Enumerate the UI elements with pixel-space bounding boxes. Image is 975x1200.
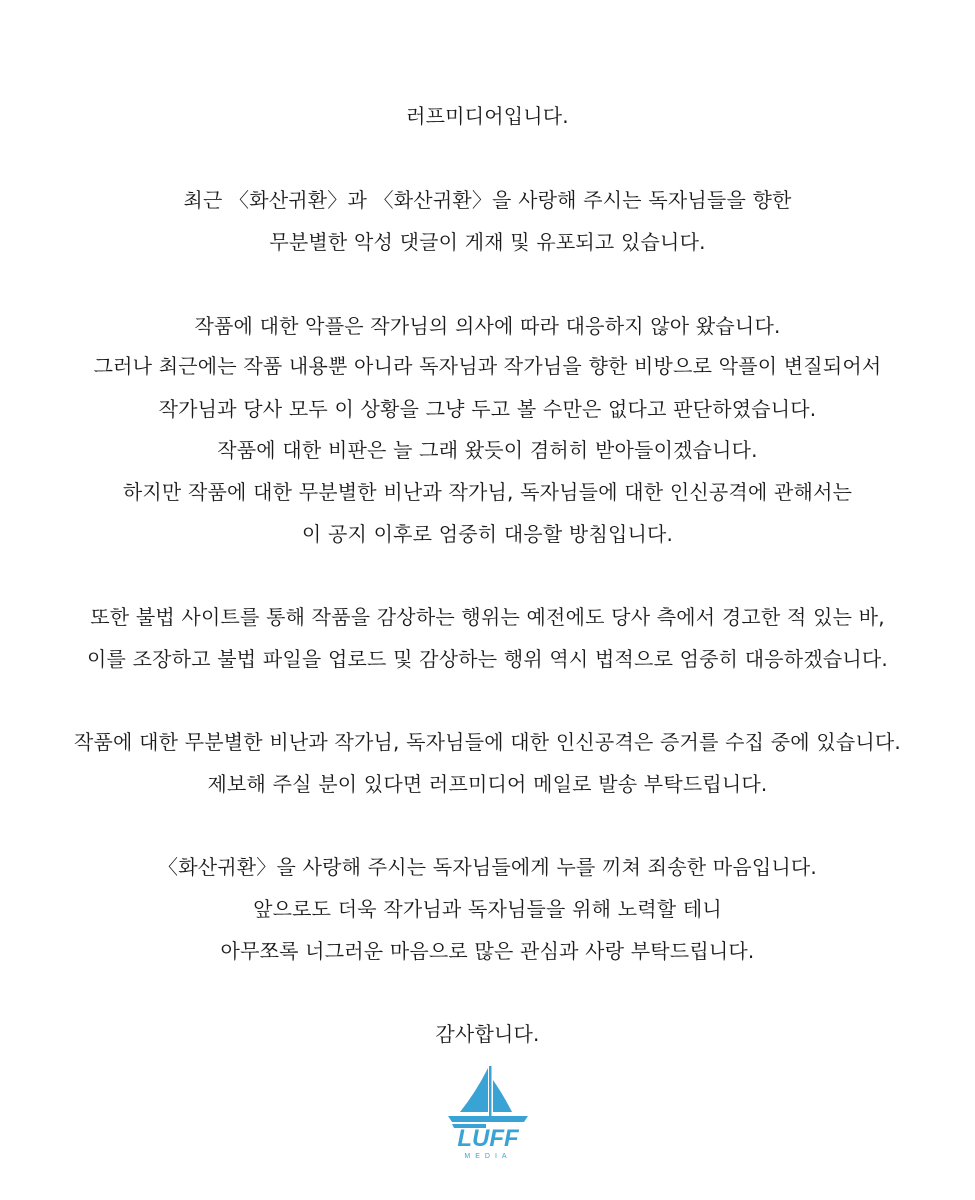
notice-line: 그러나 최근에는 작품 내용뿐 아니라 독자님과 작가님을 향한 비방으로 악플이 변질되어서 xyxy=(93,354,882,378)
notice-line: 〈화산귀환〉을 사랑해 주시는 독자님들에게 누를 끼쳐 죄송한 마음입니다. xyxy=(158,855,817,879)
closing: 감사합니다. xyxy=(435,1022,540,1046)
notice-line: 제보해 주실 분이 있다면 러프미디어 메일로 발송 부탁드립니다. xyxy=(207,772,768,796)
notice-line: 이 공지 이후로 엄중히 대응할 방침입니다. xyxy=(301,522,674,546)
notice-line: 작품에 대한 악플은 작가님의 의사에 따라 대응하지 않아 왔습니다. xyxy=(194,314,781,338)
notice-line: 작품에 대한 무분별한 비난과 작가님, 독자님들에 대한 인신공격은 증거를 수집 중에 있습니다. xyxy=(73,730,901,754)
notice-line: 작가님과 당사 모두 이 상황을 그냥 두고 볼 수만은 없다고 판단하였습니다. xyxy=(158,397,817,421)
logo-wordmark: LUFF xyxy=(457,1125,519,1152)
notice-line: 하지만 작품에 대한 무분별한 비난과 작가님, 독자님들에 대한 인신공격에 관해서는 xyxy=(122,480,853,504)
greeting: 러프미디어입니다. xyxy=(406,104,569,128)
sailboat-icon xyxy=(446,1062,530,1160)
notice-line: 이를 조장하고 불법 파일을 업로드 및 감상하는 행위 역시 법적으로 엄중히 대응하겠습니다. xyxy=(87,647,888,671)
notice-line: 앞으로도 더욱 작가님과 독자님들을 위해 노력할 테니 xyxy=(253,897,722,921)
notice-line: 아무쪼록 너그러운 마음으로 많은 관심과 사랑 부탁드립니다. xyxy=(220,939,755,963)
luff-media-logo xyxy=(446,1062,530,1160)
notice-line: 무분별한 악성 댓글이 게재 및 유포되고 있습니다. xyxy=(269,230,706,254)
notice-line: 또한 불법 사이트를 통해 작품을 감상하는 행위는 예전에도 당사 측에서 경고한 적 있는 바, xyxy=(90,605,885,629)
notice-line: 최근 〈화산귀환〉과 〈화산귀환〉을 사랑해 주시는 독자님들을 향한 xyxy=(183,188,792,212)
logo-subtitle: MEDIA xyxy=(464,1153,512,1160)
notice-line: 작품에 대한 비판은 늘 그래 왔듯이 겸허히 받아들이겠습니다. xyxy=(217,438,758,462)
